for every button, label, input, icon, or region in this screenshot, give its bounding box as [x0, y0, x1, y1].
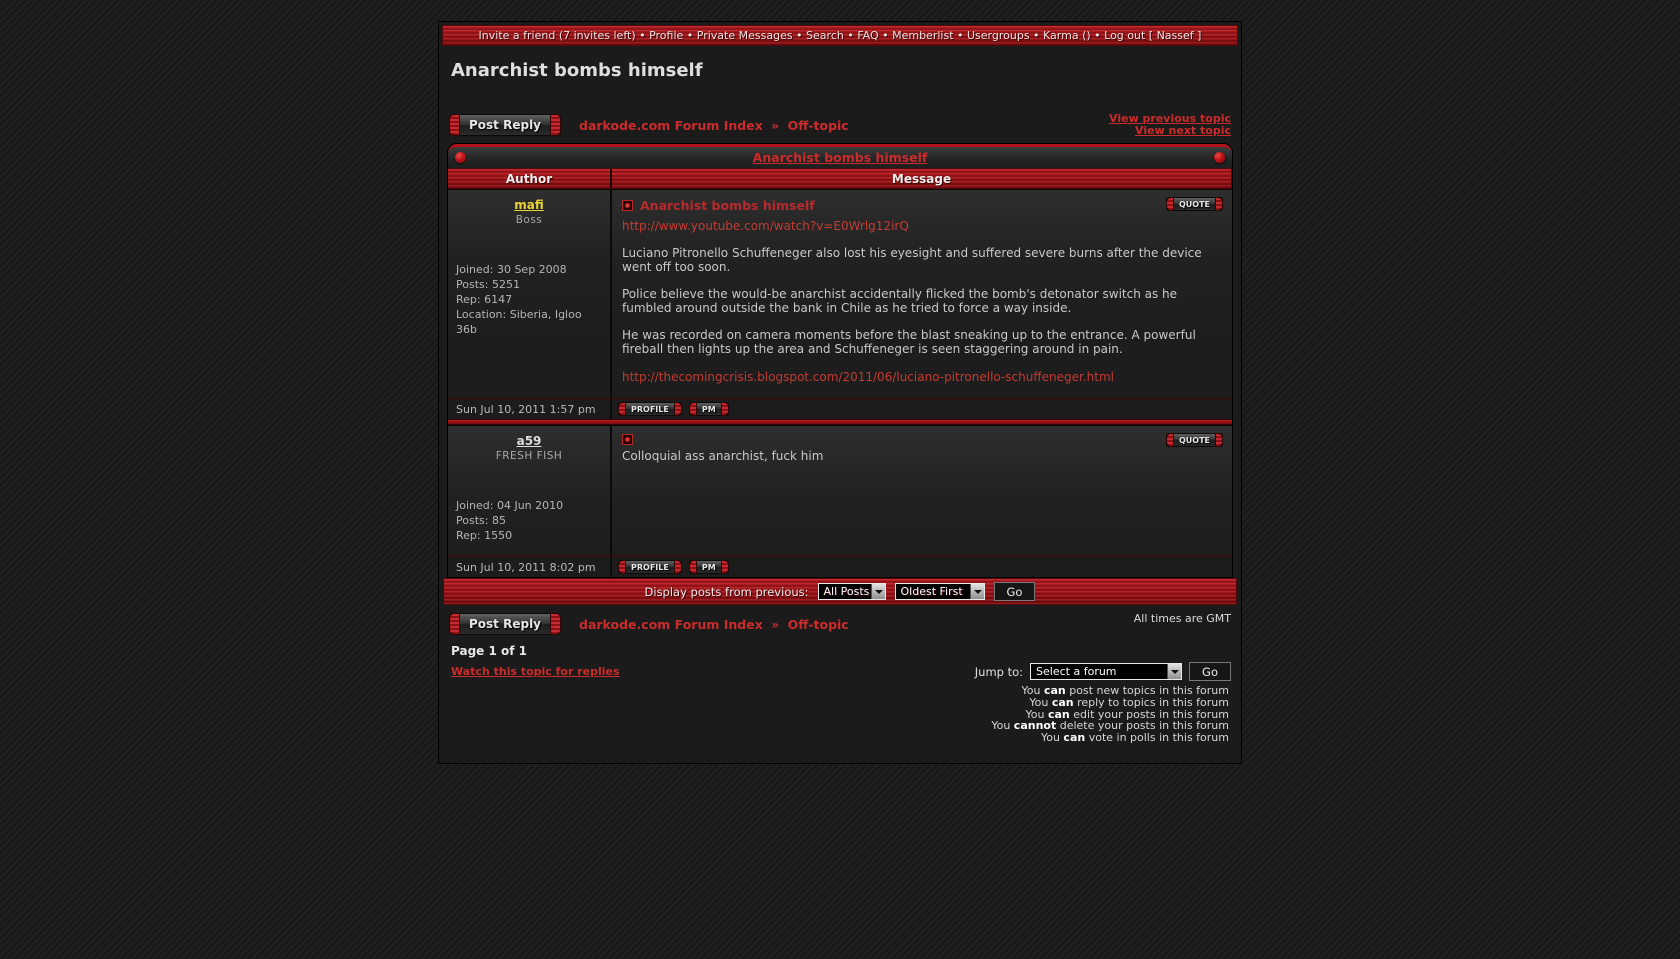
display-go-button[interactable]: Go	[994, 582, 1036, 601]
profile-button[interactable]: PROFILE	[618, 402, 682, 416]
breadcrumb-forum-index-link[interactable]: darkode.com Forum Index	[579, 616, 763, 632]
post-1-author-cell	[448, 190, 610, 398]
forum-permissions	[451, 685, 1229, 744]
quote-button[interactable]: QUOTE	[1166, 197, 1223, 211]
permission-line: You cannot delete your posts in this forum	[991, 719, 1229, 733]
dropdown-arrow-icon[interactable]	[1167, 664, 1181, 679]
post-row-2	[448, 425, 1232, 556]
permission-line: You can reply to topics in this forum	[1029, 695, 1229, 709]
breadcrumb-off-topic-link[interactable]: Off-topic	[787, 616, 849, 632]
post-reply-button-bottom[interactable]: Post Reply	[449, 613, 561, 635]
author-rep: Rep: 6147	[456, 293, 513, 306]
post-2-footer-row	[448, 556, 1232, 577]
red-dot-icon-left	[455, 152, 466, 163]
view-previous-topic-link[interactable]: View previous topic	[1109, 112, 1231, 125]
timezone-note: All times are GMT	[1133, 612, 1231, 625]
post-2-author-cell	[448, 426, 610, 556]
author-stats	[456, 262, 602, 337]
breadcrumb-separator: »	[771, 117, 780, 133]
post-actions	[610, 399, 1232, 419]
post-paragraph-2: Police believe the would-be anarchist accidentally flicked the bomb's detonator switch as he fumbled around outside the bank in Chile as he tried to force a way inside.	[622, 287, 1178, 315]
display-posts-label: Display posts from previous:	[644, 584, 809, 599]
topic-navigation-links	[1109, 113, 1231, 137]
message-column-header: Message	[610, 169, 1231, 188]
quote-button[interactable]: QUOTE	[1166, 433, 1223, 447]
breadcrumb-off-topic-link[interactable]: Off-topic	[787, 117, 849, 133]
author-joined: Joined: 04 Jun 2010	[456, 499, 564, 512]
post-icon	[622, 200, 633, 211]
permission-line: You can edit your posts in this forum	[1025, 707, 1229, 721]
author-joined: Joined: 30 Sep 2008	[456, 263, 567, 276]
display-posts-bar	[443, 578, 1237, 605]
source-article-link[interactable]: http://thecomingcrisis.blogspot.com/2011/06/luciano-pitronello-schuffeneger.html	[622, 370, 1114, 384]
post-row-1	[448, 189, 1232, 398]
dropdown-arrow-icon[interactable]	[871, 584, 885, 599]
youtube-link[interactable]: http://www.youtube.com/watch?v=E0Wrlg12irQ	[622, 219, 909, 233]
author-column-header: Author	[505, 172, 553, 186]
sort-order-value: Oldest First	[900, 585, 963, 598]
pm-button[interactable]: PM	[689, 402, 729, 416]
pm-button[interactable]: PM	[689, 560, 729, 574]
author-stats	[456, 498, 602, 543]
post-1-message-cell	[610, 190, 1232, 398]
jump-to-label: Jump to:	[974, 664, 1024, 679]
jump-to-group	[975, 662, 1231, 681]
author-name-link[interactable]: mafi	[514, 198, 544, 212]
top-navigation-links[interactable]: Invite a friend (7 invites left) • Profile • Private Messages • Search • FAQ • Memberlist • Usergroups • Karma () • Log out [ Nassef ]	[478, 29, 1202, 42]
author-post-count: Posts: 85	[456, 514, 506, 527]
post-2-message-cell	[610, 426, 1232, 556]
page-title: Anarchist bombs himself	[451, 60, 703, 81]
post-reply-button-top[interactable]: Post Reply	[449, 114, 561, 136]
column-header-row	[448, 168, 1232, 189]
post-subject-row	[622, 434, 1222, 445]
sort-order-select[interactable]	[895, 583, 985, 600]
post-paragraph-1: Luciano Pitronello Schuffeneger also lost his eyesight and suffered severe burns after the device went off too soon.	[622, 246, 1202, 274]
top-navigation-bar	[442, 25, 1238, 46]
breadcrumb-separator: »	[771, 616, 780, 632]
post-subject-row	[622, 198, 1222, 213]
author-rank: Boss	[515, 214, 543, 226]
topic-table	[447, 143, 1233, 578]
author-post-count: Posts: 5251	[456, 278, 520, 291]
red-dot-icon-right	[1214, 152, 1225, 163]
breadcrumb-bottom	[579, 617, 849, 632]
footer-toolbar	[449, 612, 1231, 636]
post-text: Colloquial ass anarchist, fuck him	[622, 449, 824, 463]
author-location: Location: Siberia, Igloo 36b	[456, 308, 582, 336]
post-paragraph-3: He was recorded on camera moments before the blast sneaking up to the entrance. A powerful fireball then lights up the area and Schuffeneger is seen staggering around in pain.	[622, 328, 1196, 356]
forum-page-panel	[438, 21, 1242, 764]
profile-button[interactable]: PROFILE	[618, 560, 682, 574]
post-actions	[610, 557, 1232, 577]
author-rank: FRESH FISH	[495, 450, 563, 462]
page-number-info: Page 1 of 1	[451, 644, 527, 658]
dropdown-arrow-icon[interactable]	[970, 584, 984, 599]
footer-links-row	[449, 662, 1231, 681]
post-icon	[622, 434, 633, 445]
jump-to-select[interactable]	[1030, 663, 1182, 680]
breadcrumb	[579, 118, 849, 133]
topic-toolbar	[449, 113, 1231, 137]
breadcrumb-forum-index-link[interactable]: darkode.com Forum Index	[579, 117, 763, 133]
topic-title-bar	[448, 144, 1232, 168]
watch-topic-link[interactable]: Watch this topic for replies	[451, 665, 620, 678]
posts-filter-value: All Posts	[823, 585, 870, 598]
jump-go-button[interactable]: Go	[1189, 662, 1231, 681]
author-rep: Rep: 1550	[456, 529, 513, 542]
post-timestamp: Sun Jul 10, 2011 1:57 pm	[456, 402, 596, 416]
topic-title-link[interactable]: Anarchist bombs himself	[752, 150, 928, 165]
jump-to-value: Select a forum	[1036, 665, 1117, 678]
post-1-footer-row	[448, 398, 1232, 419]
post-subject: Anarchist bombs himself	[640, 198, 815, 213]
author-name-link[interactable]: a59	[516, 434, 542, 448]
posts-filter-select[interactable]	[818, 583, 886, 600]
permission-line: You can post new topics in this forum	[1021, 684, 1229, 697]
post-timestamp: Sun Jul 10, 2011 8:02 pm	[456, 560, 596, 574]
permission-line: You can vote in polls in this forum	[1040, 731, 1229, 745]
view-next-topic-link[interactable]: View next topic	[1135, 124, 1231, 137]
